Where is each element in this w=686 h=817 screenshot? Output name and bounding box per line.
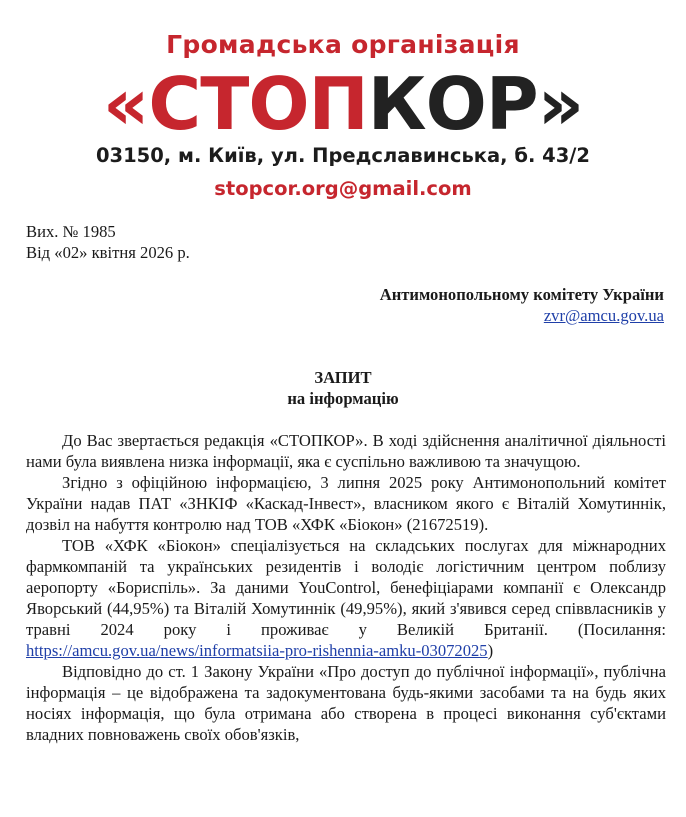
outgoing-number: Вих. № 1985: [26, 222, 116, 241]
organization-email: stopcor.org@gmail.com: [214, 177, 472, 200]
organization-type: Громадська організація: [166, 30, 520, 59]
organization-name-part-2: КОР»: [367, 62, 584, 146]
title-main: ЗАПИТ: [314, 368, 372, 387]
paragraph-law-reference: Відповідно до ст. 1 Закону України «Про доступ до публічної інформації», публічна інформація – це відображена та задокументована будь-якими засобами та на будь яких носіях інформація, що була отримана або створена в процесі виконання суб'єктами владних повноважень своїх обов'язків,: [26, 662, 666, 744]
source-link[interactable]: https://amcu.gov.ua/news/informatsiia-pro-rishennia-amku-03072025: [26, 641, 488, 660]
organization-logo-name: [0, 60, 686, 148]
recipient-email-link[interactable]: zvr@amcu.gov.ua: [543, 306, 664, 325]
paragraph-biokon-close: ): [487, 641, 494, 660]
organization-name-part-1: «СТОП: [102, 62, 368, 146]
paragraph-amcu-decision: Згідно з офіційною інформацією, 3 липня 2025 року Антимонопольний комітет України надав ПАТ «ЗНКІФ «Каскад-Інвест», власником якого є Віталій Хомутиннік, дозвіл на набуття контролю над ТОВ «ХФК «Біокон» (21672519).: [26, 473, 666, 534]
document-title: [0, 367, 686, 409]
outgoing-date: Від «02» квітня 2026 р.: [26, 243, 190, 262]
recipient-name: Антимонопольному комітету України: [379, 285, 664, 304]
paragraph-biokon-text: ТОВ «ХФК «Біокон» спеціалізується на складських послугах для міжнародних фармкомпаній та українських резидентів і володіє логістичним центром поблизу аеропорту «Бориспіль». За даними YouControl, бенефіціарами компанії є Олександр Яворський (44,95%) та Віталій Хомутиннік (49,95%), який з'явився серед співвласників у травні 2024 року і проживає у Великій Британії. (Посилання:: [26, 536, 666, 639]
paragraph-intro: До Вас звертається редакція «СТОПКОР». В ході здійснення аналітичної діяльності нами була виявлена низка інформації, яка є суспільно важливою та значущою.: [26, 431, 666, 471]
organization-address: 03150, м. Київ, ул. Предславинська, б. 43/2: [95, 144, 591, 167]
document-body: [26, 430, 666, 745]
title-sub: на інформацію: [287, 389, 399, 408]
outgoing-reference: [26, 221, 190, 263]
recipient-block: [380, 284, 664, 326]
paragraph-biokon: [26, 535, 666, 661]
